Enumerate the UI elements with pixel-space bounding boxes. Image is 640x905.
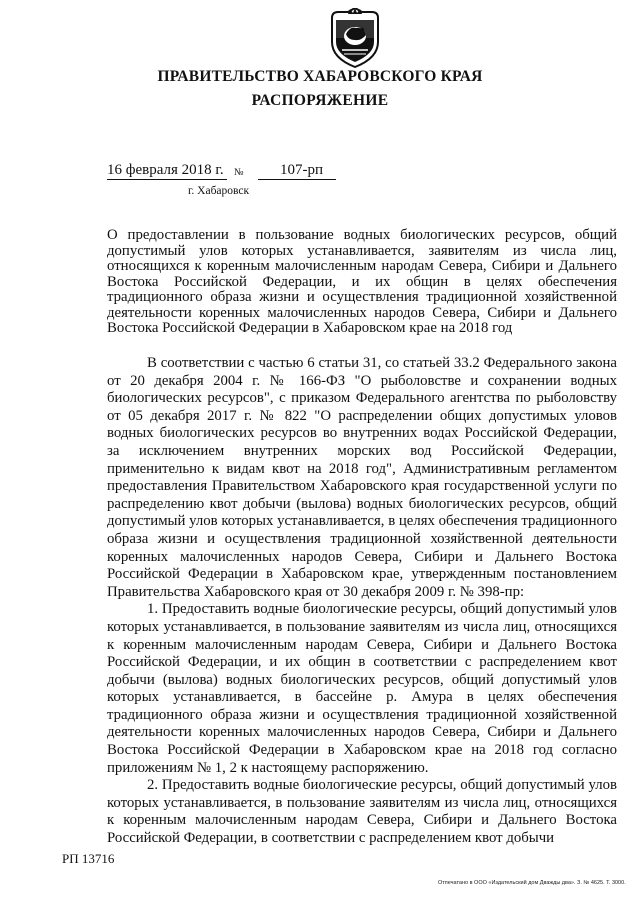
document-code: РП 13716 — [62, 851, 115, 866]
document-date — [107, 162, 227, 180]
printer-imprint: Отпечатано в ООО «Издательский дом Дважды два». З. № 4625. Т. 3000. — [438, 880, 626, 886]
document-body — [107, 355, 617, 848]
body-paragraph: 2. Предоставить водные биологические ресурсы, общий допустимый улов которых устанавливается, в пользование заявителям из числа лиц, относящихся к коренным малочисленным народам Севера, Сибири и Дальнего Востока Российской Федерации, в соответствии с распределением квот добычи — [107, 777, 617, 847]
document-subject: О предоставлении в пользование водных биологических ресурсов, общий допустимый улов которых устанавливается, заявителям из числа лиц, относящихся к коренным малочисленным народам Севера, Сибири и Дальнего Востока Российской Федерации, и их общин в целях обеспечения традиционного образа жизни и осуществления традиционной хозяйственной деятельности коренных малочисленных народов Севера, Сибири и Дальнего Востока Российской Федерации в Хабаровском крае на 2018 год — [107, 227, 617, 336]
body-paragraph: В соответствии с частью 6 статьи 31, со статьей 33.2 Федерального закона от 20 декабря 2004 г. № 166-ФЗ "О рыболовстве и сохранении водных биологических ресурсов", с приказом Федерального агентства по рыболовству от 05 декабря 2017 г. № 822 "О распределении общих допустимых уловов водных биологических ресурсов во внутренних водах Российской Федерации, за исключением внутренних морских вод Российской Федерации, применительно к видам квот на 2018 год", Административным регламентом предоставления Правительством Хабаровского края государственной услуги по распределению квот добычи (вылова) водных биологических ресурсов, общий допустимый улов которых устанавливается, в целях обеспечения традиционного образа жизни и осуществления традиционной хозяйственной деятельности коренных малочисленных народов Севера, Сибири и Дальнего Востока Российской Федерации в Хабаровском крае, утвержденным постановлением Правительства Хабаровского края от 30 декабря 2009 г. № 398-пр: — [107, 355, 617, 600]
body-paragraph: 1. Предоставить водные биологические ресурсы, общий допустимый улов которых устанавливается, в пользование заявителям из числа лиц, относящихся к коренным малочисленным народам Севера, Сибири и Дальнего Востока Российской Федерации, и их общин в соответствии с распределением квот добычи (вылова) водных биологических ресурсов, общий допустимый улов которых устанавливается, в бассейне р. Амура в целях обеспечения традиционного образа жизни и осуществления традиционной хозяйственной деятельности коренных малочисленных народов Севера, Сибири и Дальнего Востока Российской Федерации в Хабаровском крае на 2018 год согласно приложениям № 1, 2 к настоящему распоряжению. — [107, 601, 617, 776]
document-city: г. Хабаровск — [188, 185, 250, 197]
date-value: 16 февраля 2018 г. — [107, 162, 227, 180]
number-sign: № — [234, 167, 244, 178]
organization-title: ПРАВИТЕЛЬСТВО ХАБАРОВСКОГО КРАЯ — [157, 68, 483, 85]
coat-of-arms-emblem-icon — [326, 8, 384, 68]
document-number: 107-рп — [258, 162, 336, 180]
document-type: РАСПОРЯЖЕНИЕ — [251, 92, 389, 109]
